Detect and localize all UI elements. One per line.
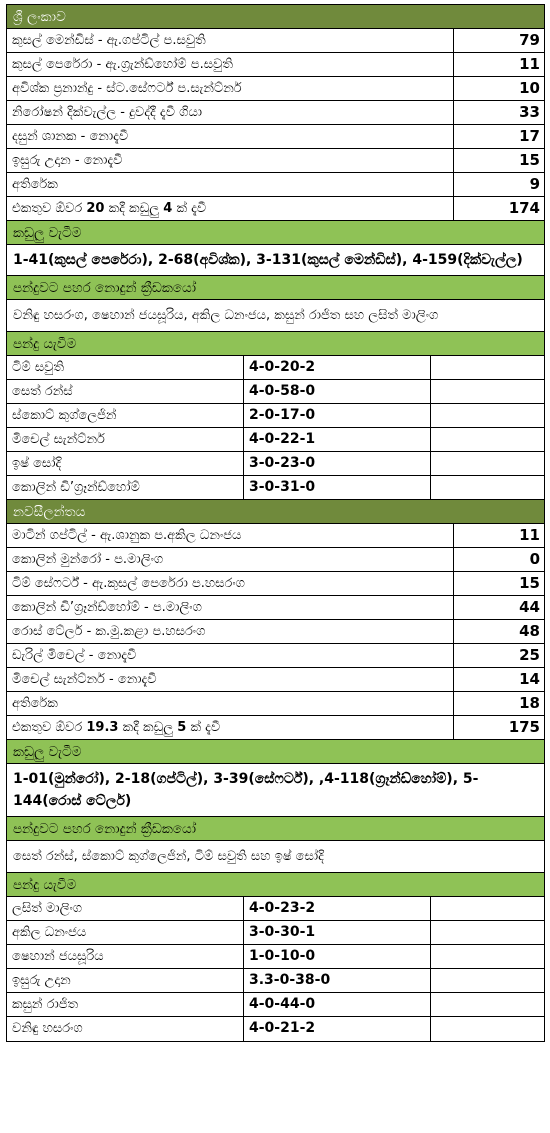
bowler-figures: 4-0-20-2 [243,356,430,379]
empty-cell [430,404,544,427]
batting-row [7,644,544,668]
batter-runs: 44 [453,596,544,619]
batter-name: නිරෝෂන් දික්වැල්ල - දුවද්දී දැවී ගියා [12,105,203,120]
bowler-name: වනිඳු හසරංග [12,1021,83,1036]
bowler-name: ටිම් සවුති [12,360,65,375]
batting-row [7,29,544,53]
batter-name: දසුන් ශානක - නොදැවී [12,129,129,144]
bowling-row [7,428,544,452]
total-text: එකතුව ඕවර [12,201,87,216]
bowler-figures: 3.3-0-38-0 [243,969,430,992]
batter-name: කුසල් පෙරේරා - ඇ.ග්‍රැන්ඩ්හෝම් ප.සවුති [12,57,233,72]
total-overs: 19.3 [86,720,119,735]
batting-row [7,101,544,125]
bowler-figures: 4-0-23-2 [243,897,430,920]
empty-cell [430,993,544,1016]
empty-cell [430,969,544,992]
batter-runs: 48 [453,620,544,643]
empty-cell [430,428,544,451]
batter-runs: 0 [453,548,544,571]
total-text: කදී කඩුලු [104,201,164,216]
batting-row [7,77,544,101]
bowler-figures: 4-0-22-1 [243,428,430,451]
batting-row [7,620,544,644]
batter-runs: 33 [453,101,544,124]
empty-cell [430,921,544,944]
bowler-name: මිචෙල් සැන්ට්නර් [12,432,105,447]
bowler-figures: 4-0-21-2 [243,1017,430,1041]
bowler-figures: 1-0-10-0 [243,945,430,968]
batter-name: අවිශ්ක ප්‍රනාන්දු - ස්ට.සේෆර්ට් ප.සැන්ට්නර් [12,81,242,96]
bowler-name: ෂෙහාන් ජයසූරිය [12,949,104,964]
dnb-header: පන්දුවට පහර නොදුන් ක්‍රීඩකයෝ [7,276,544,300]
innings2-batting [7,500,544,1041]
total-text: එකතුව ඕවර [12,720,87,735]
bowler-figures: 3-0-23-0 [243,452,430,475]
bowler-name: සෙත් රන්ස් [12,384,73,399]
bowling-row [7,993,544,1017]
total-label [7,716,453,739]
bowler-figures: 2-0-17-0 [243,404,430,427]
empty-cell [430,1017,544,1041]
total-runs: 174 [453,197,544,220]
extras-runs: 18 [453,692,544,715]
total-row [7,197,544,221]
batting-row [7,572,544,596]
bowling-row [7,897,544,921]
batter-runs: 15 [453,149,544,172]
total-overs: 20 [86,201,105,216]
batting-row [7,596,544,620]
dnb-text: වනිඳු හසරංග, ෂෙහාන් ජයසූරිය, අකිල ධනංජය, කසුන් රාජිත සහ ලසිත් මාලිංග [7,300,544,332]
batter-runs: 17 [453,125,544,148]
total-runs: 175 [453,716,544,739]
bowling-header: පන්දු යැවීම [7,332,544,356]
bowling-row [7,452,544,476]
batter-runs: 25 [453,644,544,667]
batting-row [7,149,544,173]
bowling-row [7,921,544,945]
bowler-figures: 3-0-30-1 [243,921,430,944]
batting-row [7,125,544,149]
total-label [7,197,453,220]
extras-label: අතිරේක [12,696,58,711]
batter-name: කොලින් මුන්රෝ - ප.මාලිංග [12,552,164,567]
bowling-row [7,1017,544,1041]
extras-row [7,692,544,716]
batter-runs: 15 [453,572,544,595]
total-text: ක් දැවී [186,720,221,735]
extras-label: අතිරේක [12,177,58,192]
bowler-name: අකිල ධනංජය [12,925,87,940]
innings1-batting [7,5,544,500]
batter-name: කොලින් ඩි’ග්‍රෑන්ඩ්හෝම් - ප.මාලිංග [12,600,202,615]
empty-cell [430,356,544,379]
empty-cell [430,380,544,403]
empty-cell [430,945,544,968]
dnb-text: සෙත් රන්ස්, ස්කොට් කුග්ලෙජින්, ටිම් සවුති සහ ඉෂ් සෝදි [7,841,544,873]
bowler-name: ඉසුරු උදාන [12,973,71,988]
total-wickets: 4 [163,201,173,216]
batting-row [7,548,544,572]
empty-cell [430,452,544,475]
batting-row [7,524,544,548]
team-header-new-zealand: නවසීලන්තය [7,500,544,524]
bowling-row [7,404,544,428]
team-header-sri-lanka: ශ්‍රී ලංකාව [7,5,544,29]
fow-header: කඩුලු වැටීම [7,221,544,245]
dnb-header: පන්දුවට පහර නොදුන් ක්‍රීඩකයෝ [7,817,544,841]
bowler-name: ස්කොට් කුග්ලෙජින් [12,408,117,423]
batter-runs: 79 [453,29,544,52]
batter-name: මිචෙල් සැන්ට්නර් - නොදැවී [12,672,157,687]
bowler-name: කොලින් ඩි’ග්‍රෑන්ඩ්හෝම් [12,480,140,495]
batter-name: මාටින් ගප්ටිල් - ඇ.ශානුක ප.අකිල ධනංජය [12,528,242,543]
bowling-row [7,356,544,380]
batting-row [7,668,544,692]
bowling-row [7,945,544,969]
bowler-figures: 3-0-31-0 [243,476,430,499]
fow-header: කඩුලු වැටීම [7,740,544,764]
total-wickets: 5 [177,720,187,735]
bowler-figures: 4-0-44-0 [243,993,430,1016]
bowler-figures: 4-0-58-0 [243,380,430,403]
fow-text: 1-01(මුන්රෝ), 2-18(ගප්ටිල්), 3-39(සේෆර්ට්), ,4-118(ග්‍රෑන්ඩ්හෝම්), 5-144(රොස් ටේලර්) [7,764,544,817]
total-row [7,716,544,740]
bowler-name: ලසිත් මාලිංග [12,901,83,916]
bowler-name: කසුන් රාජිත [12,997,79,1012]
batter-runs: 11 [453,524,544,547]
batter-name: ටිම් සේෆර්ට් - ඇ.කුසල් පෙරේරා ප.හසරංග [12,576,245,591]
fow-text: 1-41(කුසල් පෙරේරා), 2-68(අවිශ්ක), 3-131(කුසල් මෙන්ඩිස්), 4-159(දික්වැල්ල) [7,245,544,276]
total-text: ක් දැවී [172,201,207,216]
empty-cell [430,476,544,499]
batter-runs: 10 [453,77,544,100]
scorecard [6,4,545,1042]
batting-row [7,53,544,77]
bowling-row [7,476,544,500]
bowling-row [7,969,544,993]
extras-runs: 9 [453,173,544,196]
batter-runs: 14 [453,668,544,691]
bowling-header: පන්දු යැවීම [7,873,544,897]
batter-runs: 11 [453,53,544,76]
extras-row [7,173,544,197]
empty-cell [430,897,544,920]
bowling-row [7,380,544,404]
total-text: කදී කඩුලු [118,720,178,735]
bowler-name: ඉෂ් සෝදි [12,456,62,471]
batter-name: කුසල් මෙන්ඩිස් - ඇ.ගප්ටිල් ප.සවුති [12,33,206,48]
batter-name: ඉසුරු උදාන - නොදැවී [12,153,123,168]
batter-name: රොස් ටේලර් - ක.මු.කළා ප.හසරංග [12,624,206,639]
batter-name: ඩැරිල් මිචෙල් - නොදැවී [12,648,137,663]
